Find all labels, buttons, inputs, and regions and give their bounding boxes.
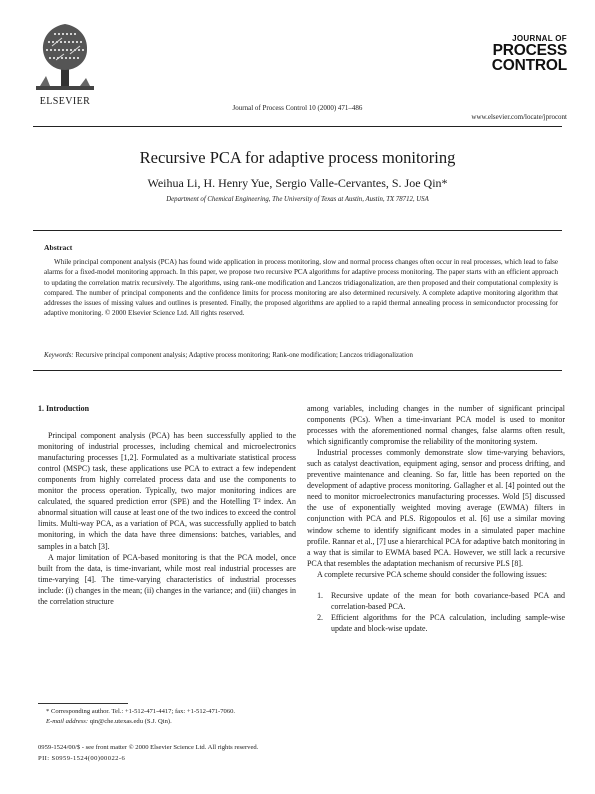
correspondence-note: * Corresponding author. Tel.: +1-512-471-4417; fax: +1-512-471-7060. (46, 708, 236, 715)
journal-logo-line2: PROCESS (492, 42, 567, 59)
email-label: E-mail address: (46, 718, 89, 725)
list-item: 2. Efficient algorithms for the PCA calculation, including sample-wise update and block-wise update. (325, 612, 565, 634)
header-divider (33, 126, 562, 127)
right-column (307, 403, 565, 634)
journal-citation: Journal of Process Control 10 (2000) 471–486 (232, 104, 363, 112)
article-title: Recursive PCA for adaptive process monitoring (139, 148, 456, 167)
elsevier-tree-icon (34, 20, 96, 94)
body-paragraph: among variables, including changes in the number of significant principal components (PCs). When a time-invariant PCA model is used to monitor processes with the aforementioned normal changes, false alarms often result, which significantly compromise the reliability of the monitoring system. (307, 404, 565, 447)
footnote (38, 707, 293, 727)
journal-logo-line1: JOURNAL OF (512, 34, 567, 43)
email-address-link[interactable]: qin@che.utexas.edu (S.J. Qin). (88, 718, 172, 725)
elsevier-logo (34, 20, 96, 112)
footnote-divider (38, 703, 128, 704)
left-column (38, 403, 296, 607)
pii-identifier: PII: S0959-1524(00)00022-6 (38, 755, 126, 762)
journal-logo-line3: CONTROL (491, 57, 567, 74)
journal-logo (455, 34, 567, 73)
keywords-line (44, 352, 558, 359)
body-paragraph: Principal component analysis (PCA) has been successfully applied to the monitoring of industrial processes, including chemical and microelectronics manufacturing processes [1,2]. Formulated as a multivariate statistical process control (MSPC) task, these applications use PCA to extract a few independent components from highly correlated process data and use the components to monitor the process operation. Typically, two major monitoring indices are calculated, the squared prediction error (SPE) and the Hotelling T² index. An abnormal situation will cause at least one of the two indices to exceed the control limits. Multi-way PCA, as a variation of PCA, was successfully applied to batch monitoring, in which the data have three dimensions: batches, variables, and samples in a batch [3]. (38, 431, 296, 551)
abstract-top-divider (33, 230, 562, 231)
keywords-label: Keywords: (44, 352, 74, 359)
body-paragraph: A complete recursive PCA scheme should consider the following issues: (317, 569, 547, 579)
abstract-text: While principal component analysis (PCA) has found wide application in process monitoring, slow and normal process changes often occur in real processes, which lead to false alarms for a fixed-model monitoring approach. In this paper, we propose two recursive PCA algorithms for adaptive process monitoring. The paper starts with an efficient approach to updating the correlation matrix recursively. The algorithms, using rank-one modification and Lanczos tridiagonalization, are then proposed and their computational complexity is compared. The number of principal components and the confidence limits for process monitoring are also determined recursively. A complete adaptive monitoring algorithm that addresses the issues of missing values and outlines is presented. Finally, the proposed algorithms are applied to a rapid thermal annealing process in semiconductor processing for adaptive monitoring. © 2000 Elsevier Science Ltd. All rights reserved. (44, 258, 558, 318)
list-item: 1. Recursive update of the mean for both covariance-based PCA and correlation-based PCA. (325, 590, 565, 612)
issues-list (307, 590, 565, 634)
author-affiliation: Department of Chemical Engineering, The University of Texas at Austin, Austin, TX 78712, USA (166, 196, 429, 203)
keywords-list: Recursive principal component analysis; Adaptive process monitoring; Rank-one modification; Lanczos tridiagonalization (73, 352, 413, 359)
publisher-name: ELSEVIER (39, 96, 91, 107)
journal-url-link[interactable]: www.elsevier.com/locate/jprocont (471, 113, 567, 121)
author-list: Weihua Li, H. Henry Yue, Sergio Valle-Cervantes, S. Joe Qin* (147, 176, 448, 190)
abstract-heading: Abstract (44, 243, 73, 252)
abstract-bottom-divider (33, 370, 562, 371)
copyright-notice: 0959-1524/00/$ - see front matter © 2000 Elsevier Science Ltd. All rights reserved. (38, 744, 259, 751)
email-note (38, 717, 293, 727)
body-paragraph: A major limitation of PCA-based monitoring is that the PCA model, once built from the data, is time-invariant, while most real industrial processes are time-varying [4]. The time-varying characteristics of industrial processes include: (i) changes in the mean; (ii) changes in the variance; and (iii) changes in the correlation structure (38, 552, 296, 606)
section-heading-introduction: 1. Introduction (38, 404, 90, 413)
body-paragraph: Industrial processes commonly demonstrate slow time-varying behaviors, such as catalyst deactivation, equipment aging, sensor and process drifting, and preventive maintenance and cleaning. So far, little has been reported on the development of adaptive process monitoring. Gallagher et al. [4] pointed out the need to monitor microelectronics manufacturing processes. Wold [5] discussed the use of exponentially weighted moving average (EWMA) filters in conjunction with PCA and PLS. Rigopoulos et al. [6] use a similar moving window scheme to identify significant modes in a simulated paper machine profile. Rannar et al., [7] use a hierarchical PCA for adaptive batch monitoring in a way that is similar to EWMA based PCA. However, we still lack a recursive PCA that resembles the adaptation mechanism of recursive PLS [8]. (307, 448, 565, 568)
